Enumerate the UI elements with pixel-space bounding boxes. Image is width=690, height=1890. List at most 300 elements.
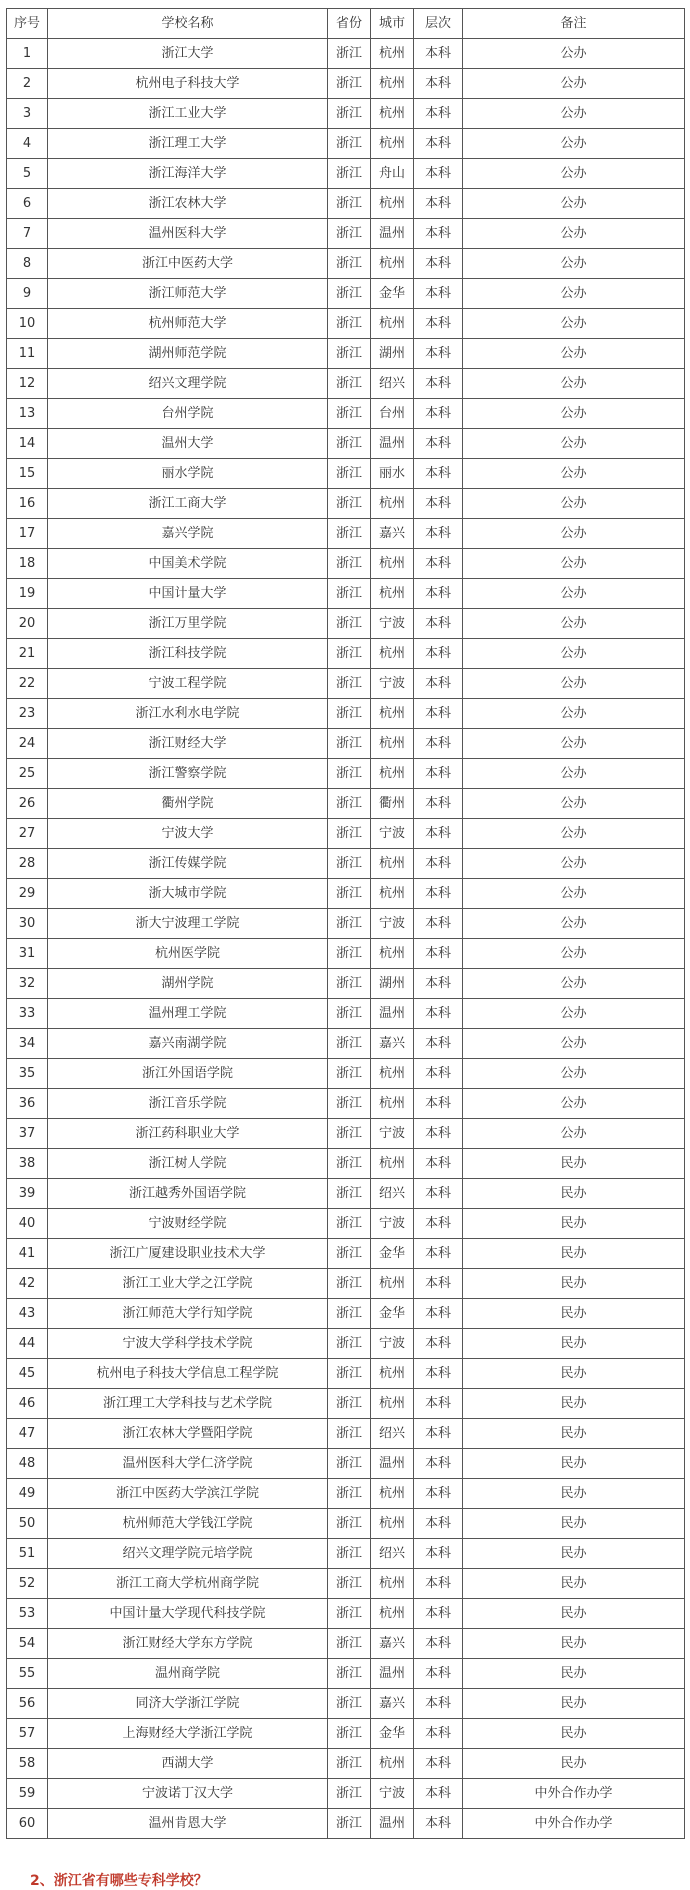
cell-level: 本科	[414, 129, 463, 159]
cell-index: 6	[7, 189, 48, 219]
table-row	[7, 459, 685, 489]
table-row	[7, 99, 685, 129]
cell-province: 浙江	[328, 39, 371, 69]
cell-school-name: 浙江师范大学	[48, 279, 328, 309]
cell-level: 本科	[414, 939, 463, 969]
cell-province: 浙江	[328, 1059, 371, 1089]
cell-level: 本科	[414, 339, 463, 369]
cell-index: 21	[7, 639, 48, 669]
cell-province: 浙江	[328, 849, 371, 879]
cell-remark: 民办	[463, 1179, 685, 1209]
table-row	[7, 1779, 685, 1809]
cell-level: 本科	[414, 1539, 463, 1569]
cell-level: 本科	[414, 879, 463, 909]
cell-city: 杭州	[371, 759, 414, 789]
table-row	[7, 639, 685, 669]
table-row	[7, 669, 685, 699]
cell-province: 浙江	[328, 249, 371, 279]
table-row	[7, 1719, 685, 1749]
cell-school-name: 浙大宁波理工学院	[48, 909, 328, 939]
cell-level: 本科	[414, 1359, 463, 1389]
cell-school-name: 杭州医学院	[48, 939, 328, 969]
cell-province: 浙江	[328, 309, 371, 339]
cell-city: 温州	[371, 429, 414, 459]
cell-level: 本科	[414, 609, 463, 639]
cell-school-name: 绍兴文理学院元培学院	[48, 1539, 328, 1569]
cell-city: 杭州	[371, 69, 414, 99]
cell-index: 7	[7, 219, 48, 249]
cell-remark: 公办	[463, 639, 685, 669]
cell-remark: 公办	[463, 579, 685, 609]
cell-remark: 中外合作办学	[463, 1779, 685, 1809]
cell-city: 台州	[371, 399, 414, 429]
cell-province: 浙江	[328, 1689, 371, 1719]
cell-remark: 公办	[463, 309, 685, 339]
cell-city: 杭州	[371, 1509, 414, 1539]
cell-school-name: 浙江音乐学院	[48, 1089, 328, 1119]
cell-level: 本科	[414, 1119, 463, 1149]
cell-province: 浙江	[328, 189, 371, 219]
cell-remark: 中外合作办学	[463, 1809, 685, 1839]
cell-index: 24	[7, 729, 48, 759]
cell-province: 浙江	[328, 669, 371, 699]
cell-school-name: 温州医科大学	[48, 219, 328, 249]
cell-province: 浙江	[328, 1809, 371, 1839]
cell-school-name: 浙江药科职业大学	[48, 1119, 328, 1149]
cell-level: 本科	[414, 1029, 463, 1059]
cell-index: 9	[7, 279, 48, 309]
cell-level: 本科	[414, 579, 463, 609]
table-row	[7, 339, 685, 369]
cell-city: 宁波	[371, 909, 414, 939]
table-row	[7, 1149, 685, 1179]
cell-level: 本科	[414, 1779, 463, 1809]
cell-level: 本科	[414, 1419, 463, 1449]
cell-index: 33	[7, 999, 48, 1029]
cell-province: 浙江	[328, 1299, 371, 1329]
table-row	[7, 1119, 685, 1149]
cell-index: 50	[7, 1509, 48, 1539]
cell-province: 浙江	[328, 939, 371, 969]
cell-index: 46	[7, 1389, 48, 1419]
cell-level: 本科	[414, 1719, 463, 1749]
cell-remark: 公办	[463, 789, 685, 819]
table-row	[7, 1089, 685, 1119]
cell-province: 浙江	[328, 1119, 371, 1149]
cell-province: 浙江	[328, 609, 371, 639]
table-row	[7, 1059, 685, 1089]
cell-province: 浙江	[328, 219, 371, 249]
cell-city: 温州	[371, 1809, 414, 1839]
table-row	[7, 1359, 685, 1389]
table-row	[7, 1569, 685, 1599]
cell-city: 宁波	[371, 669, 414, 699]
cell-school-name: 浙江工商大学	[48, 489, 328, 519]
cell-remark: 公办	[463, 729, 685, 759]
cell-level: 本科	[414, 1389, 463, 1419]
cell-city: 杭州	[371, 639, 414, 669]
table-row	[7, 819, 685, 849]
cell-school-name: 浙江海洋大学	[48, 159, 328, 189]
cell-remark: 公办	[463, 849, 685, 879]
cell-city: 杭州	[371, 1389, 414, 1419]
cell-city: 杭州	[371, 1599, 414, 1629]
cell-index: 40	[7, 1209, 48, 1239]
cell-index: 17	[7, 519, 48, 549]
cell-remark: 民办	[463, 1389, 685, 1419]
cell-index: 14	[7, 429, 48, 459]
cell-level: 本科	[414, 639, 463, 669]
header-city: 城市	[371, 9, 414, 39]
cell-province: 浙江	[328, 1449, 371, 1479]
cell-city: 温州	[371, 1449, 414, 1479]
cell-province: 浙江	[328, 1419, 371, 1449]
table-body	[7, 39, 685, 1839]
header-remark: 备注	[463, 9, 685, 39]
cell-province: 浙江	[328, 369, 371, 399]
cell-province: 浙江	[328, 1359, 371, 1389]
cell-school-name: 浙江农林大学暨阳学院	[48, 1419, 328, 1449]
cell-province: 浙江	[328, 759, 371, 789]
cell-level: 本科	[414, 759, 463, 789]
cell-city: 温州	[371, 219, 414, 249]
cell-province: 浙江	[328, 1029, 371, 1059]
cell-province: 浙江	[328, 1719, 371, 1749]
cell-level: 本科	[414, 1689, 463, 1719]
table-row	[7, 279, 685, 309]
cell-remark: 民办	[463, 1449, 685, 1479]
cell-city: 杭州	[371, 729, 414, 759]
table-row	[7, 249, 685, 279]
cell-school-name: 衢州学院	[48, 789, 328, 819]
cell-level: 本科	[414, 189, 463, 219]
cell-remark: 公办	[463, 879, 685, 909]
cell-level: 本科	[414, 1629, 463, 1659]
cell-level: 本科	[414, 99, 463, 129]
cell-province: 浙江	[328, 1389, 371, 1419]
table-row	[7, 1809, 685, 1839]
cell-remark: 公办	[463, 999, 685, 1029]
table-row	[7, 699, 685, 729]
cell-remark: 公办	[463, 909, 685, 939]
cell-city: 杭州	[371, 99, 414, 129]
table-row	[7, 789, 685, 819]
cell-remark: 民办	[463, 1269, 685, 1299]
cell-city: 杭州	[371, 249, 414, 279]
table-row	[7, 189, 685, 219]
next-section-heading: 2、浙江省有哪些专科学校？	[30, 1873, 208, 1889]
table-row	[7, 1659, 685, 1689]
cell-city: 温州	[371, 999, 414, 1029]
cell-index: 20	[7, 609, 48, 639]
cell-school-name: 浙江理工大学科技与艺术学院	[48, 1389, 328, 1419]
cell-remark: 民办	[463, 1299, 685, 1329]
cell-remark: 公办	[463, 159, 685, 189]
cell-city: 衢州	[371, 789, 414, 819]
cell-remark: 公办	[463, 39, 685, 69]
cell-province: 浙江	[328, 1659, 371, 1689]
table-row	[7, 39, 685, 69]
cell-level: 本科	[414, 819, 463, 849]
cell-remark: 公办	[463, 519, 685, 549]
cell-school-name: 浙江工业大学之江学院	[48, 1269, 328, 1299]
cell-city: 杭州	[371, 1479, 414, 1509]
cell-index: 49	[7, 1479, 48, 1509]
cell-school-name: 中国计量大学	[48, 579, 328, 609]
cell-level: 本科	[414, 1329, 463, 1359]
cell-index: 16	[7, 489, 48, 519]
cell-city: 杭州	[371, 879, 414, 909]
cell-level: 本科	[414, 909, 463, 939]
cell-level: 本科	[414, 249, 463, 279]
cell-level: 本科	[414, 1179, 463, 1209]
table-row	[7, 999, 685, 1029]
cell-province: 浙江	[328, 519, 371, 549]
cell-school-name: 上海财经大学浙江学院	[48, 1719, 328, 1749]
cell-remark: 公办	[463, 1059, 685, 1089]
cell-index: 19	[7, 579, 48, 609]
cell-index: 54	[7, 1629, 48, 1659]
cell-province: 浙江	[328, 579, 371, 609]
cell-city: 湖州	[371, 969, 414, 999]
cell-level: 本科	[414, 399, 463, 429]
cell-level: 本科	[414, 159, 463, 189]
table-row	[7, 1629, 685, 1659]
table-row	[7, 609, 685, 639]
cell-city: 杭州	[371, 1359, 414, 1389]
cell-index: 35	[7, 1059, 48, 1089]
cell-remark: 公办	[463, 219, 685, 249]
cell-school-name: 浙江大学	[48, 39, 328, 69]
cell-level: 本科	[414, 1569, 463, 1599]
cell-index: 44	[7, 1329, 48, 1359]
cell-index: 10	[7, 309, 48, 339]
cell-school-name: 宁波工程学院	[48, 669, 328, 699]
cell-school-name: 浙大城市学院	[48, 879, 328, 909]
cell-school-name: 浙江水利水电学院	[48, 699, 328, 729]
cell-index: 37	[7, 1119, 48, 1149]
cell-index: 48	[7, 1449, 48, 1479]
cell-index: 15	[7, 459, 48, 489]
cell-school-name: 绍兴文理学院	[48, 369, 328, 399]
cell-city: 杭州	[371, 189, 414, 219]
cell-city: 杭州	[371, 1569, 414, 1599]
cell-province: 浙江	[328, 459, 371, 489]
cell-level: 本科	[414, 849, 463, 879]
cell-city: 金华	[371, 1719, 414, 1749]
cell-school-name: 台州学院	[48, 399, 328, 429]
cell-school-name: 中国美术学院	[48, 549, 328, 579]
cell-remark: 民办	[463, 1419, 685, 1449]
table-row	[7, 1299, 685, 1329]
cell-province: 浙江	[328, 99, 371, 129]
table-row	[7, 1509, 685, 1539]
cell-province: 浙江	[328, 549, 371, 579]
cell-index: 39	[7, 1179, 48, 1209]
cell-remark: 公办	[463, 699, 685, 729]
cell-level: 本科	[414, 69, 463, 99]
table-row	[7, 1239, 685, 1269]
cell-level: 本科	[414, 549, 463, 579]
table-row	[7, 1539, 685, 1569]
cell-city: 金华	[371, 1299, 414, 1329]
cell-remark: 公办	[463, 939, 685, 969]
cell-remark: 民办	[463, 1479, 685, 1509]
cell-index: 12	[7, 369, 48, 399]
cell-remark: 民办	[463, 1329, 685, 1359]
cell-province: 浙江	[328, 1599, 371, 1629]
cell-province: 浙江	[328, 1479, 371, 1509]
cell-city: 绍兴	[371, 1419, 414, 1449]
cell-school-name: 嘉兴学院	[48, 519, 328, 549]
cell-school-name: 西湖大学	[48, 1749, 328, 1779]
cell-school-name: 丽水学院	[48, 459, 328, 489]
table-row	[7, 1749, 685, 1779]
cell-index: 34	[7, 1029, 48, 1059]
cell-remark: 公办	[463, 279, 685, 309]
cell-remark: 公办	[463, 819, 685, 849]
cell-index: 2	[7, 69, 48, 99]
cell-level: 本科	[414, 699, 463, 729]
cell-index: 32	[7, 969, 48, 999]
cell-index: 36	[7, 1089, 48, 1119]
cell-city: 丽水	[371, 459, 414, 489]
cell-remark: 公办	[463, 429, 685, 459]
cell-index: 27	[7, 819, 48, 849]
cell-province: 浙江	[328, 1779, 371, 1809]
table-row	[7, 159, 685, 189]
cell-index: 31	[7, 939, 48, 969]
table-row	[7, 1689, 685, 1719]
cell-remark: 公办	[463, 69, 685, 99]
cell-city: 杭州	[371, 1749, 414, 1779]
cell-province: 浙江	[328, 69, 371, 99]
cell-school-name: 杭州电子科技大学信息工程学院	[48, 1359, 328, 1389]
cell-province: 浙江	[328, 159, 371, 189]
cell-index: 52	[7, 1569, 48, 1599]
cell-level: 本科	[414, 489, 463, 519]
table-row	[7, 219, 685, 249]
cell-school-name: 浙江科技学院	[48, 639, 328, 669]
cell-province: 浙江	[328, 1209, 371, 1239]
cell-school-name: 浙江树人学院	[48, 1149, 328, 1179]
cell-remark: 公办	[463, 459, 685, 489]
table-row	[7, 729, 685, 759]
cell-level: 本科	[414, 309, 463, 339]
cell-school-name: 浙江师范大学行知学院	[48, 1299, 328, 1329]
cell-city: 金华	[371, 1239, 414, 1269]
cell-remark: 民办	[463, 1359, 685, 1389]
cell-city: 杭州	[371, 39, 414, 69]
cell-city: 宁波	[371, 609, 414, 639]
cell-province: 浙江	[328, 1089, 371, 1119]
cell-school-name: 浙江农林大学	[48, 189, 328, 219]
cell-city: 宁波	[371, 819, 414, 849]
cell-remark: 公办	[463, 339, 685, 369]
cell-remark: 公办	[463, 249, 685, 279]
cell-city: 杭州	[371, 129, 414, 159]
cell-school-name: 浙江理工大学	[48, 129, 328, 159]
cell-level: 本科	[414, 1449, 463, 1479]
header-school-name: 学校名称	[48, 9, 328, 39]
cell-level: 本科	[414, 429, 463, 459]
cell-level: 本科	[414, 1599, 463, 1629]
cell-city: 杭州	[371, 1149, 414, 1179]
cell-city: 宁波	[371, 1779, 414, 1809]
cell-level: 本科	[414, 459, 463, 489]
cell-remark: 公办	[463, 969, 685, 999]
cell-province: 浙江	[328, 1749, 371, 1779]
cell-school-name: 宁波财经学院	[48, 1209, 328, 1239]
cell-city: 绍兴	[371, 369, 414, 399]
cell-school-name: 浙江中医药大学滨江学院	[48, 1479, 328, 1509]
cell-remark: 公办	[463, 369, 685, 399]
cell-province: 浙江	[328, 429, 371, 459]
cell-index: 8	[7, 249, 48, 279]
cell-index: 57	[7, 1719, 48, 1749]
cell-province: 浙江	[328, 399, 371, 429]
cell-remark: 公办	[463, 1029, 685, 1059]
cell-remark: 公办	[463, 99, 685, 129]
table-row	[7, 1419, 685, 1449]
cell-level: 本科	[414, 969, 463, 999]
cell-province: 浙江	[328, 639, 371, 669]
cell-level: 本科	[414, 669, 463, 699]
cell-province: 浙江	[328, 879, 371, 909]
cell-level: 本科	[414, 519, 463, 549]
cell-level: 本科	[414, 999, 463, 1029]
cell-city: 温州	[371, 1659, 414, 1689]
cell-remark: 民办	[463, 1689, 685, 1719]
cell-index: 28	[7, 849, 48, 879]
table-row	[7, 759, 685, 789]
table-row	[7, 519, 685, 549]
table-row	[7, 309, 685, 339]
cell-level: 本科	[414, 369, 463, 399]
cell-city: 杭州	[371, 1269, 414, 1299]
table-row	[7, 939, 685, 969]
table-row	[7, 69, 685, 99]
table-row	[7, 969, 685, 999]
cell-city: 嘉兴	[371, 1689, 414, 1719]
cell-level: 本科	[414, 219, 463, 249]
cell-school-name: 杭州电子科技大学	[48, 69, 328, 99]
cell-city: 嘉兴	[371, 1629, 414, 1659]
cell-index: 25	[7, 759, 48, 789]
cell-index: 55	[7, 1659, 48, 1689]
cell-level: 本科	[414, 1209, 463, 1239]
cell-index: 11	[7, 339, 48, 369]
cell-province: 浙江	[328, 699, 371, 729]
cell-remark: 公办	[463, 549, 685, 579]
table-row	[7, 549, 685, 579]
cell-province: 浙江	[328, 819, 371, 849]
cell-remark: 公办	[463, 399, 685, 429]
cell-index: 45	[7, 1359, 48, 1389]
cell-level: 本科	[414, 789, 463, 819]
cell-index: 5	[7, 159, 48, 189]
cell-index: 56	[7, 1689, 48, 1719]
cell-city: 宁波	[371, 1329, 414, 1359]
table-row	[7, 909, 685, 939]
cell-school-name: 嘉兴南湖学院	[48, 1029, 328, 1059]
cell-level: 本科	[414, 1059, 463, 1089]
cell-province: 浙江	[328, 339, 371, 369]
cell-level: 本科	[414, 1299, 463, 1329]
cell-index: 59	[7, 1779, 48, 1809]
table-row	[7, 489, 685, 519]
cell-city: 杭州	[371, 849, 414, 879]
